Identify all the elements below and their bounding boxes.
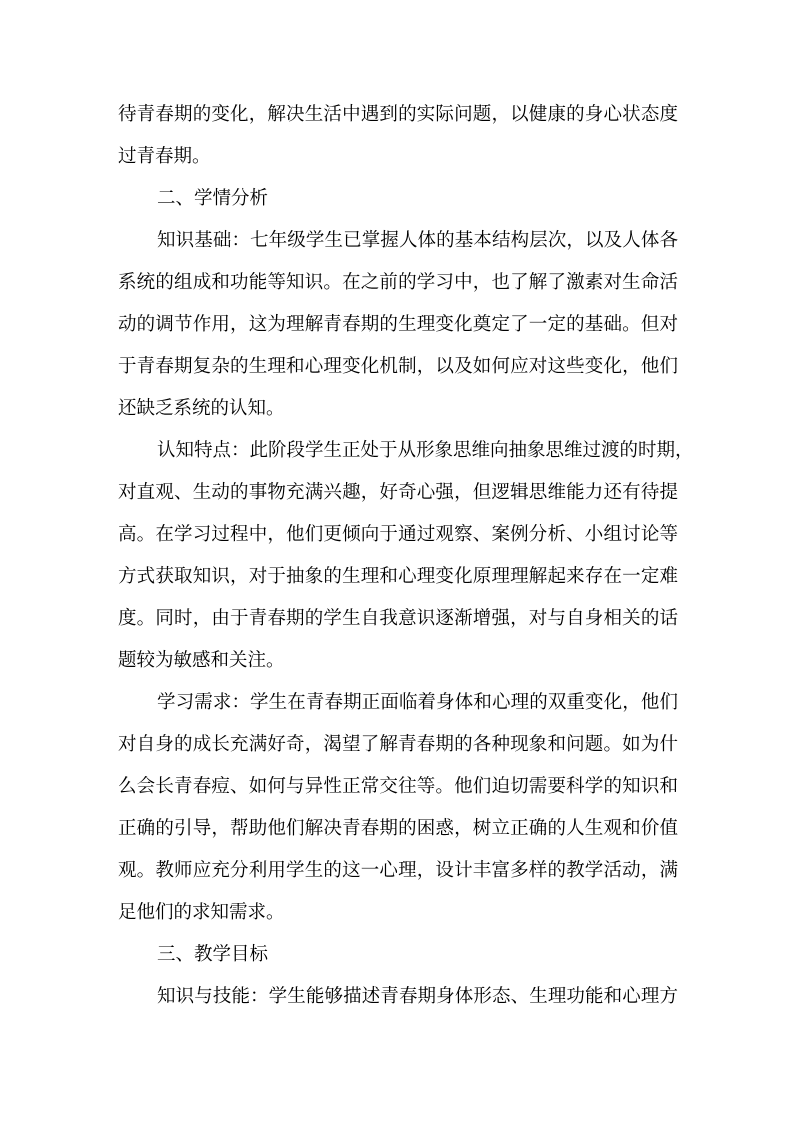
needs-paragraph-line-2: 对自身的成长充满好奇，渴望了解青春期的各种现象和问题。如为什 [118,734,678,755]
needs-paragraph-line-6: 足他们的求知需求。 [118,902,285,923]
cognition-paragraph-line-3: 高。在学习过程中，他们更倾向于通过观察、案例分析、小组讨论等 [118,524,678,545]
cognition-paragraph-line-2: 对直观、生动的事物充满兴趣，好奇心强，但逻辑思维能力还有待提 [118,482,678,503]
knowledge-paragraph-line-1: 知识基础：七年级学生已掌握人体的基本结构层次，以及人体各 [157,230,678,251]
cognition-paragraph-line-5: 度。同时，由于青春期的学生自我意识逐渐增强，对与自身相关的话 [118,608,678,629]
section-heading-teaching-objectives: 三、教学目标 [157,944,269,965]
needs-paragraph-line-1: 学习需求：学生在青春期正面临着身体和心理的双重变化，他们 [157,692,678,713]
cognition-paragraph-line-4: 方式获取知识，对于抽象的生理和心理变化原理理解起来存在一定难 [118,566,678,587]
knowledge-paragraph-line-4: 于青春期复杂的生理和心理变化机制，以及如何应对这些变化，他们 [118,356,678,377]
needs-paragraph-line-4: 正确的引导，帮助他们解决青春期的困惑，树立正确的人生观和价值 [118,818,678,839]
needs-paragraph-line-5: 观。教师应充分利用学生的这一心理，设计丰富多样的教学活动，满 [118,860,678,881]
intro-tail-line-2: 过青春期。 [118,146,211,167]
intro-tail-line-1: 待青春期的变化，解决生活中遇到的实际问题，以健康的身心状态度 [118,104,678,125]
knowledge-paragraph-line-3: 动的调节作用，这为理解青春期的生理变化奠定了一定的基础。但对 [118,314,678,335]
section-heading-learner-analysis: 二、学情分析 [157,188,269,209]
needs-paragraph-line-3: 么会长青春痘、如何与异性正常交往等。他们迫切需要科学的知识和 [118,776,678,797]
objectives-paragraph-line-1: 知识与技能：学生能够描述青春期身体形态、生理功能和心理方 [157,986,678,1007]
cognition-paragraph-line-6: 题较为敏感和关注。 [118,650,285,671]
knowledge-paragraph-line-2: 系统的组成和功能等知识。在之前的学习中，也了解了激素对生命活 [118,272,678,293]
cognition-paragraph-line-1: 认知特点：此阶段学生正处于从形象思维向抽象思维过渡的时期， [157,440,694,461]
knowledge-paragraph-line-5: 还缺乏系统的认知。 [118,398,285,419]
